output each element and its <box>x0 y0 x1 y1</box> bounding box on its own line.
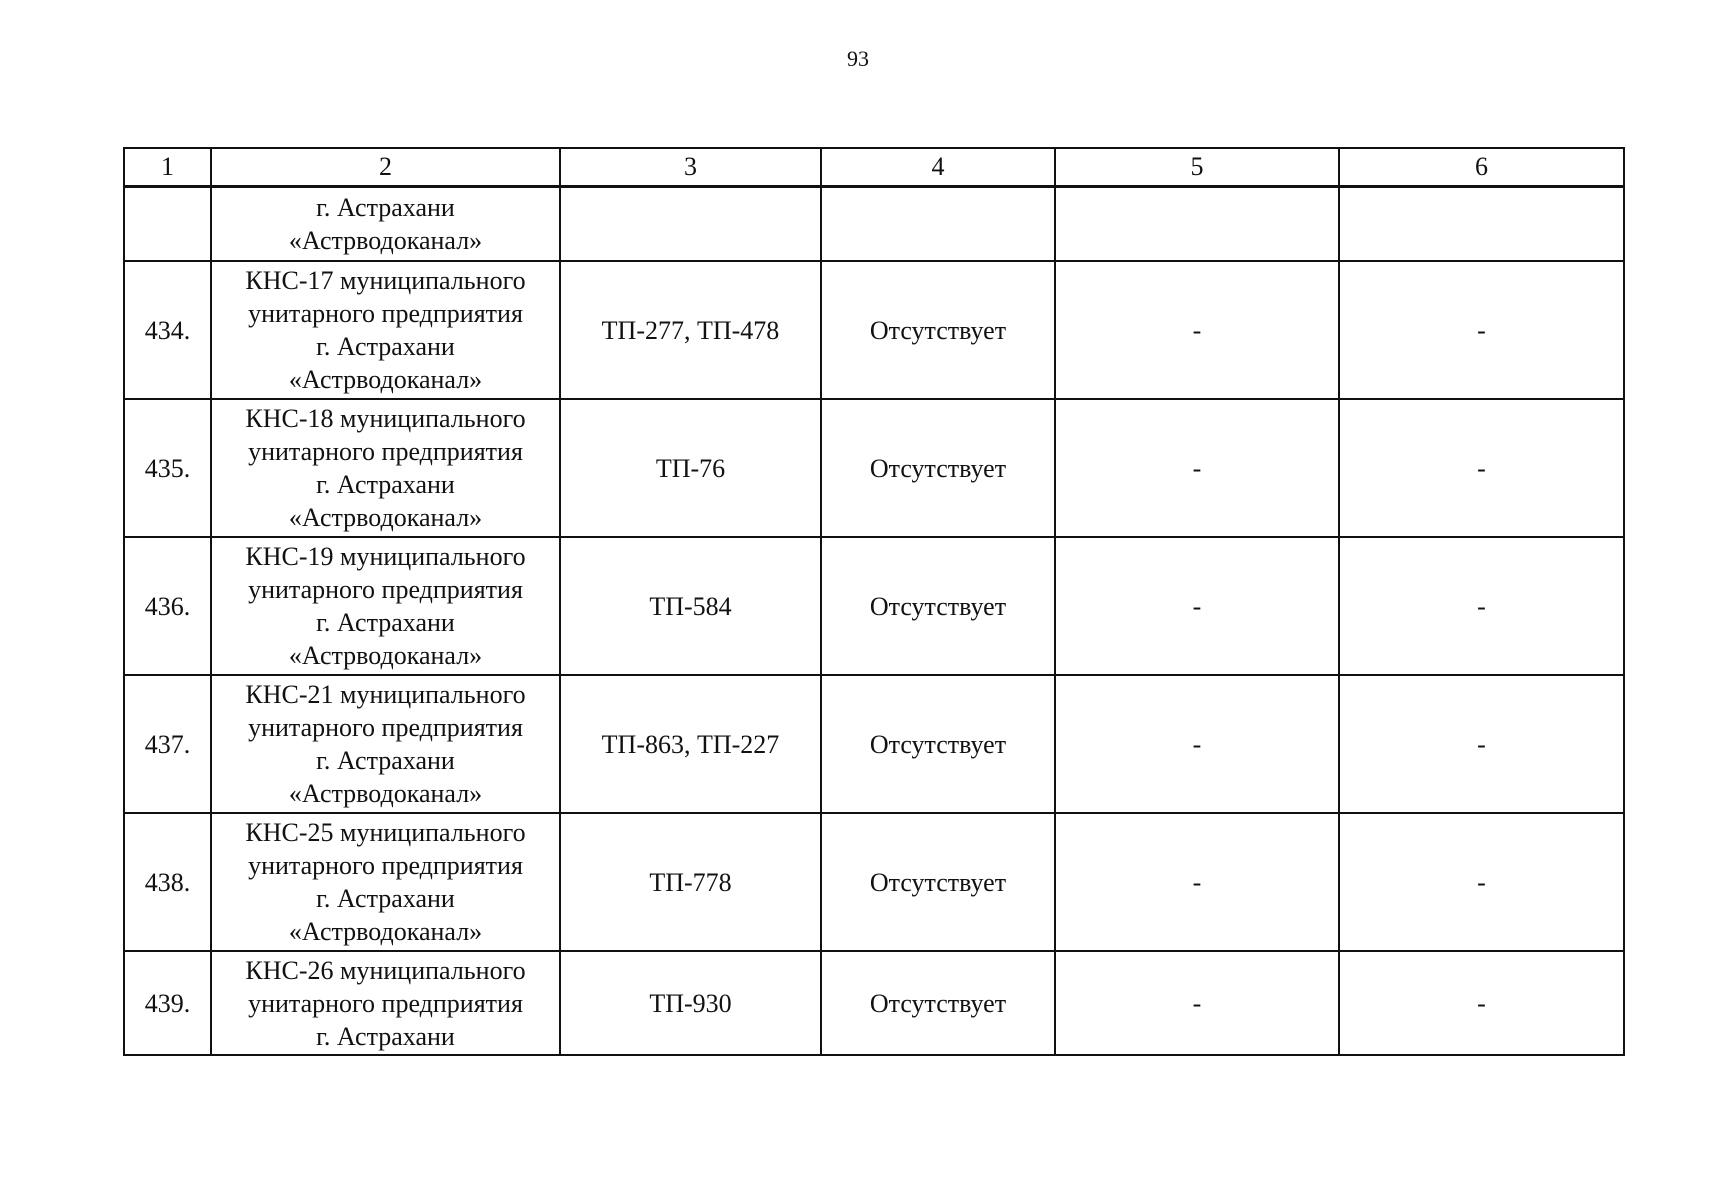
cell-col6: - <box>1339 813 1624 951</box>
cell-col6: - <box>1339 537 1624 675</box>
cell-status: Отсутствует <box>821 813 1055 951</box>
name-line: г. Астрахани <box>316 884 455 913</box>
cell-status: Отсутствует <box>821 951 1055 1055</box>
name-line: унитарного предприятия <box>248 299 523 328</box>
name-line: «Астрводоканал» <box>288 641 483 670</box>
cell-name <box>211 951 560 1055</box>
table-row <box>124 951 1624 1055</box>
cell-col5: - <box>1055 537 1339 675</box>
cell-tp: ТП-778 <box>560 813 821 951</box>
cell-col6: - <box>1339 261 1624 399</box>
name-line: КНС-26 муниципального <box>245 955 526 985</box>
table-row <box>124 399 1624 537</box>
name-line: г. Астрахани <box>316 746 455 775</box>
name-line: унитарного предприятия <box>248 437 523 466</box>
name-line: г. Астрахани <box>316 332 455 361</box>
name-line: КНС-21 муниципального <box>245 680 526 709</box>
cell-status: Отсутствует <box>821 261 1055 399</box>
name-line: «Астрводоканал» <box>288 365 483 394</box>
name-line: «Астрводоканал» <box>288 503 483 532</box>
data-table <box>123 147 1625 1056</box>
cell-number: 438. <box>124 813 211 951</box>
cell-number: 436. <box>124 537 211 675</box>
name-line: г. Астрахани <box>316 470 455 499</box>
cell-col5: - <box>1055 261 1339 399</box>
cell-col6: - <box>1339 951 1624 1055</box>
cell-status: Отсутствует <box>821 537 1055 675</box>
cell-number: 434. <box>124 261 211 399</box>
cell-name <box>211 261 560 399</box>
table-row <box>124 675 1624 813</box>
cell-number: 435. <box>124 399 211 537</box>
name-line: г. Астрахани <box>316 1021 455 1051</box>
name-line: унитарного предприятия <box>248 851 523 880</box>
column-header: 4 <box>821 148 1055 187</box>
cell-number: 437. <box>124 675 211 813</box>
name-line: «Астрводоканал» <box>288 779 483 808</box>
cell-tp: ТП-277, ТП-478 <box>560 261 821 399</box>
column-header: 5 <box>1055 148 1339 187</box>
cell-col6 <box>1339 187 1624 262</box>
page-number: 93 <box>847 46 869 71</box>
cell-tp: ТП-76 <box>560 399 821 537</box>
cell-number <box>124 187 211 262</box>
cell-col5: - <box>1055 951 1339 1055</box>
name-line: унитарного предприятия <box>248 713 523 742</box>
cell-tp: ТП-584 <box>560 537 821 675</box>
table-row-continuation <box>124 187 1624 262</box>
name-line: г. Астрахани <box>316 608 455 637</box>
cell-col5: - <box>1055 399 1339 537</box>
name-line: КНС-18 муниципального <box>245 404 526 433</box>
cell-status: Отсутствует <box>821 399 1055 537</box>
name-line: «Астрводоканал» <box>288 226 483 255</box>
cell-tp <box>560 187 821 262</box>
header-row <box>124 148 1624 187</box>
name-line: КНС-19 муниципального <box>245 542 526 571</box>
cell-col6: - <box>1339 399 1624 537</box>
cell-col5: - <box>1055 813 1339 951</box>
cell-tp: ТП-930 <box>560 951 821 1055</box>
cell-name <box>211 399 560 537</box>
cell-status <box>821 187 1055 262</box>
table-row <box>124 537 1624 675</box>
cell-tp: ТП-863, ТП-227 <box>560 675 821 813</box>
cell-name <box>211 537 560 675</box>
name-line: унитарного предприятия <box>248 575 523 604</box>
cell-col6: - <box>1339 675 1624 813</box>
cell-col5: - <box>1055 675 1339 813</box>
table-row <box>124 261 1624 399</box>
name-line: КНС-17 муниципального <box>245 266 526 295</box>
table-row <box>124 813 1624 951</box>
name-line: унитарного предприятия <box>248 988 523 1018</box>
cell-name <box>211 187 560 262</box>
column-header: 6 <box>1339 148 1624 187</box>
cell-number: 439. <box>124 951 211 1055</box>
name-line: г. Астрахани <box>316 193 455 222</box>
cell-name <box>211 675 560 813</box>
column-header: 2 <box>211 148 560 187</box>
cell-col5 <box>1055 187 1339 262</box>
cell-name <box>211 813 560 951</box>
cell-status: Отсутствует <box>821 675 1055 813</box>
column-header: 1 <box>124 148 211 187</box>
column-header: 3 <box>560 148 821 187</box>
name-line: КНС-25 муниципального <box>245 818 526 847</box>
name-line: «Астрводоканал» <box>288 917 483 946</box>
